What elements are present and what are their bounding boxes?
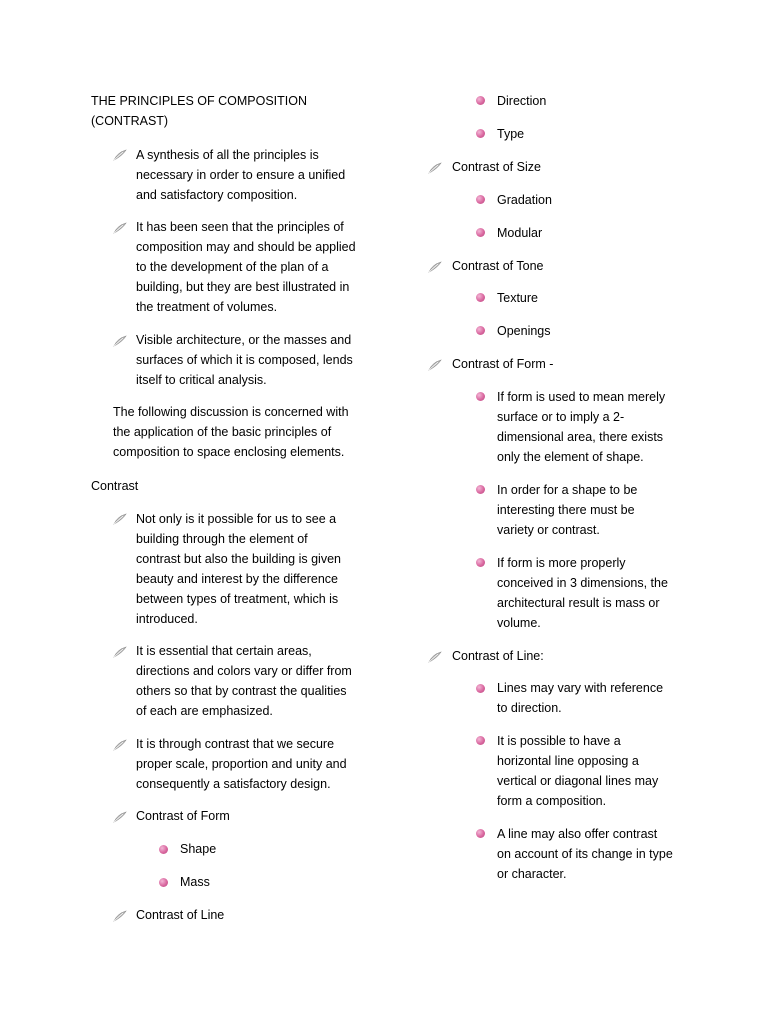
feather-quill-icon <box>113 149 127 161</box>
text-line: building, but they are best illustrated in <box>136 280 350 294</box>
feather-quill-icon <box>428 261 442 273</box>
text-line: It is essential that certain areas, <box>136 644 312 658</box>
text-line: surface or to imply a 2- <box>497 410 625 424</box>
right-form-item-3 <box>497 553 668 633</box>
text-line: only the element of shape. <box>497 450 644 464</box>
text-line: directions and colors vary or differ from <box>136 664 352 678</box>
right-item-modular: Modular <box>497 226 543 240</box>
text-line: between types of treatment, which is <box>136 592 339 606</box>
right-contrast-of-form: Contrast of Form - <box>452 357 554 371</box>
text-line: composition may and should be applied <box>136 240 356 254</box>
left-contrast-of-form: Contrast of Form <box>136 809 230 823</box>
text-line: beauty and interest by the difference <box>136 572 338 586</box>
text-line: horizontal line opposing a <box>497 754 639 768</box>
right-line-item-3 <box>497 824 673 884</box>
discussion-paragraph <box>113 402 349 462</box>
text-line: to direction. <box>497 701 562 715</box>
text-line: In order for a shape to be <box>497 483 638 497</box>
pink-dot-icon <box>476 558 485 567</box>
title-line-1: THE PRINCIPLES OF COMPOSITION <box>91 94 307 108</box>
feather-quill-icon <box>113 222 127 234</box>
pink-dot-icon <box>476 228 485 237</box>
text-line: The following discussion is concerned with <box>113 405 349 419</box>
text-line: itself to critical analysis. <box>136 373 267 387</box>
right-line-item-1 <box>497 678 663 718</box>
text-line: and satisfactory composition. <box>136 188 298 202</box>
right-item-texture: Texture <box>497 291 538 305</box>
text-line: on account of its change in type <box>497 847 673 861</box>
right-item-openings: Openings <box>497 324 551 338</box>
pink-dot-icon <box>476 485 485 494</box>
pink-dot-icon <box>476 829 485 838</box>
feather-quill-icon <box>428 359 442 371</box>
text-line: volume. <box>497 616 541 630</box>
text-line: building through the element of <box>136 532 308 546</box>
text-line: surfaces of which it is composed, lends <box>136 353 353 367</box>
contrast-bullet-3 <box>136 734 347 794</box>
contrast-heading: Contrast <box>91 479 139 493</box>
pink-dot-icon <box>159 845 168 854</box>
feather-quill-icon <box>428 651 442 663</box>
feather-quill-icon <box>113 513 127 525</box>
intro-bullet-3 <box>136 330 353 390</box>
text-line: composition to space enclosing elements. <box>113 445 345 459</box>
feather-quill-icon <box>113 335 127 347</box>
text-line: conceived in 3 dimensions, the <box>497 576 668 590</box>
text-line: form a composition. <box>497 794 607 808</box>
text-line: dimensional area, there exists <box>497 430 664 444</box>
left-form-item-shape: Shape <box>180 842 217 856</box>
pink-dot-icon <box>476 736 485 745</box>
text-line: the treatment of volumes. <box>136 300 278 314</box>
right-contrast-of-line: Contrast of Line: <box>452 649 544 663</box>
text-line: proper scale, proportion and unity and <box>136 757 347 771</box>
pink-dot-icon <box>476 195 485 204</box>
text-line: the application of the basic principles of <box>113 425 332 439</box>
text-line: Visible architecture, or the masses and <box>136 333 352 347</box>
feather-quill-icon <box>113 910 127 922</box>
pink-dot-icon <box>476 96 485 105</box>
text-line: necessary in order to ensure a unified <box>136 168 346 182</box>
right-line-item-2 <box>497 731 658 811</box>
title-line-2: (CONTRAST) <box>91 114 169 128</box>
feather-quill-icon <box>113 646 127 658</box>
right-item-direction: Direction <box>497 94 547 108</box>
text-line: It has been seen that the principles of <box>136 220 344 234</box>
text-line: introduced. <box>136 612 198 626</box>
feather-quill-icon <box>113 811 127 823</box>
text-line: It is possible to have a <box>497 734 621 748</box>
text-line: Not only is it possible for us to see a <box>136 512 337 526</box>
contrast-bullet-2 <box>136 641 352 721</box>
text-line: vertical or diagonal lines may <box>497 774 659 788</box>
text-line: A line may also offer contrast <box>497 827 658 841</box>
text-line: architectural result is mass or <box>497 596 660 610</box>
pink-dot-icon <box>476 326 485 335</box>
text-line: or character. <box>497 867 567 881</box>
pink-dot-icon <box>159 878 168 887</box>
text-line: Lines may vary with reference <box>497 681 664 695</box>
text-line: variety or contrast. <box>497 523 600 537</box>
pink-dot-icon <box>476 684 485 693</box>
page-title <box>91 91 307 131</box>
pink-dot-icon <box>476 129 485 138</box>
right-form-item-2 <box>497 480 637 540</box>
left-contrast-of-line: Contrast of Line <box>136 908 225 922</box>
text-line: consequently a satisfactory design. <box>136 777 331 791</box>
right-contrast-of-tone: Contrast of Tone <box>452 259 544 273</box>
contrast-bullet-1 <box>136 509 341 629</box>
text-line: If form is used to mean merely <box>497 390 666 404</box>
text-line: It is through contrast that we secure <box>136 737 335 751</box>
feather-quill-icon <box>113 739 127 751</box>
text-line: If form is more properly <box>497 556 626 570</box>
intro-bullet-1 <box>136 145 345 205</box>
left-form-item-mass: Mass <box>180 875 210 889</box>
right-contrast-of-size: Contrast of Size <box>452 160 541 174</box>
text-line: to the development of the plan of a <box>136 260 329 274</box>
feather-quill-icon <box>428 162 442 174</box>
right-item-gradation: Gradation <box>497 193 552 207</box>
text-line: contrast but also the building is given <box>136 552 341 566</box>
right-item-type: Type <box>497 127 525 141</box>
text-line: A synthesis of all the principles is <box>136 148 319 162</box>
intro-bullet-2 <box>136 217 356 317</box>
pink-dot-icon <box>476 293 485 302</box>
text-line: of each are emphasized. <box>136 704 273 718</box>
text-line: others so that by contrast the qualities <box>136 684 347 698</box>
pink-dot-icon <box>476 392 485 401</box>
right-form-item-1 <box>497 387 665 467</box>
text-line: interesting there must be <box>497 503 635 517</box>
